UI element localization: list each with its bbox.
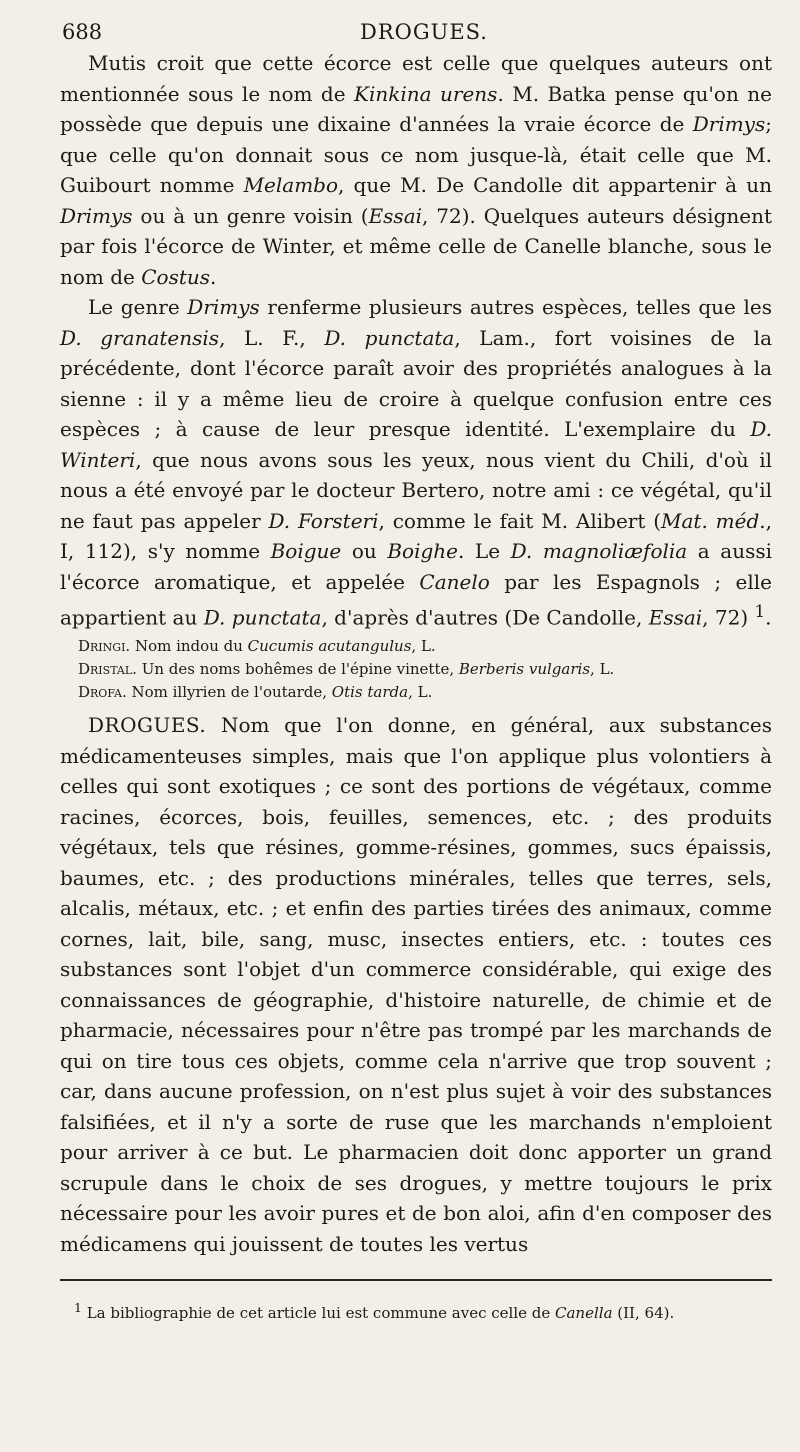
page-number: 688 <box>62 20 103 44</box>
entry-dringi: Dringi. Nom indou du Cucumis acutangulus, L. <box>78 637 436 656</box>
footnote: $^1$ La bibliographie de cet article lui est commune avec celle de Canella (II, 64). <box>74 1300 675 1323</box>
footnote-divider <box>60 1279 772 1281</box>
entry-dristal: Dristal. Un des noms bohêmes de l'épine vinette, Berberis vulgaris, L. <box>78 660 615 679</box>
entry-drofa: Drofa. Nom illyrien de l'outarde, Otis tarda, L. <box>78 683 433 702</box>
page-header <box>60 18 772 48</box>
paragraph-drimys-genus: Le genre Drimys renferme plusieurs autres espèces, telles que les D. granatensis, L. F., D. punctata, Lam., fort voisines de la précédente, dont l'écorce paraît avoir des propriétés analogues à la sienne : il y a même lieu de croire à quelque confusion entre ces espèces ; à cause de leur presque identité. L'exemplaire du D. Winteri, que nous avons sous les yeux, nous vient du Chili, d'où il nous a été envoyé par le docteur Bertero, notre ami : ce végétal, qu'il ne faut pas appeler D. Forsteri, comme le fait M. Alibert (Mat. méd., I, 112), s'y nomme Boigue ou Boighe. Le D. magnoliæfolia a aussi l'écorce aromatique, et appelée Canelo par les Espagnols ; elle appartient au D. punctata, d'après d'autres (De Candolle, Essai, 72) $^1$. <box>60 295 773 630</box>
paragraph-winter-bark: Mutis croit que cette écorce est celle que quelques auteurs ont mentionnée sous le nom de Kinkina urens. M. Batka pense qu'on ne possède que depuis une dixaine d'années la vraie écorce de Drimys; que celle qu'on donnait sous ce nom jusque-là, était celle que M. Guibourt nomme Melambo, que M. De Candolle dit appartenir à un Drimys ou à un genre voisin (Essai, 72). Quelques auteurs désignent par fois l'écorce de Winter, et même celle de Canelle blanche, sous le nom de Costus. <box>60 51 773 289</box>
running-title: DROGUES. <box>360 20 488 44</box>
entry-heading-drogues: DROGUES. <box>88 713 207 738</box>
paragraph-drogues: DROGUES. Nom que l'on donne, en général, aux substances médicamenteuses simples, mais que l'on applique plus volontiers à celles qui sont exotiques ; ce sont des portions de végétaux, comme racines, écorces, bois, feuilles, semences, etc. ; des produits végétaux, tels que résines, gomme-résines, gommes, sucs épaissis, baumes, etc. ; des productions minérales, telles que terres, sels, alcalis, métaux, etc. ; et enfin des parties tirées des animaux, comme cornes, lait, bile, sang, musc, insectes entiers, etc. : toutes ces substances sont l'objet d'un commerce considérable, qui exige des connaissances de géographie, d'histoire naturelle, de chimie et de pharmacie, nécessaires pour n'être pas trompé par les marchands de qui on tire tous ces objets, comme cela n'arrive que trop souvent ; car, dans aucune profession, on n'est plus sujet à voir des substances falsifiées, et il n'y a sorte de ruse que les marchands n'emploient pour arriver à ce but. Le pharmacien doit donc apporter un grand scrupule dans le choix de ses drogues, y mettre toujours le prix nécessaire pour les avoir pures et de bon aloi, afin d'en composer des médicamens qui jouissent de toutes les vertus <box>60 713 772 1256</box>
short-entries <box>60 635 772 704</box>
article-body <box>60 48 772 1259</box>
footnote-reference: 1 <box>754 602 766 621</box>
